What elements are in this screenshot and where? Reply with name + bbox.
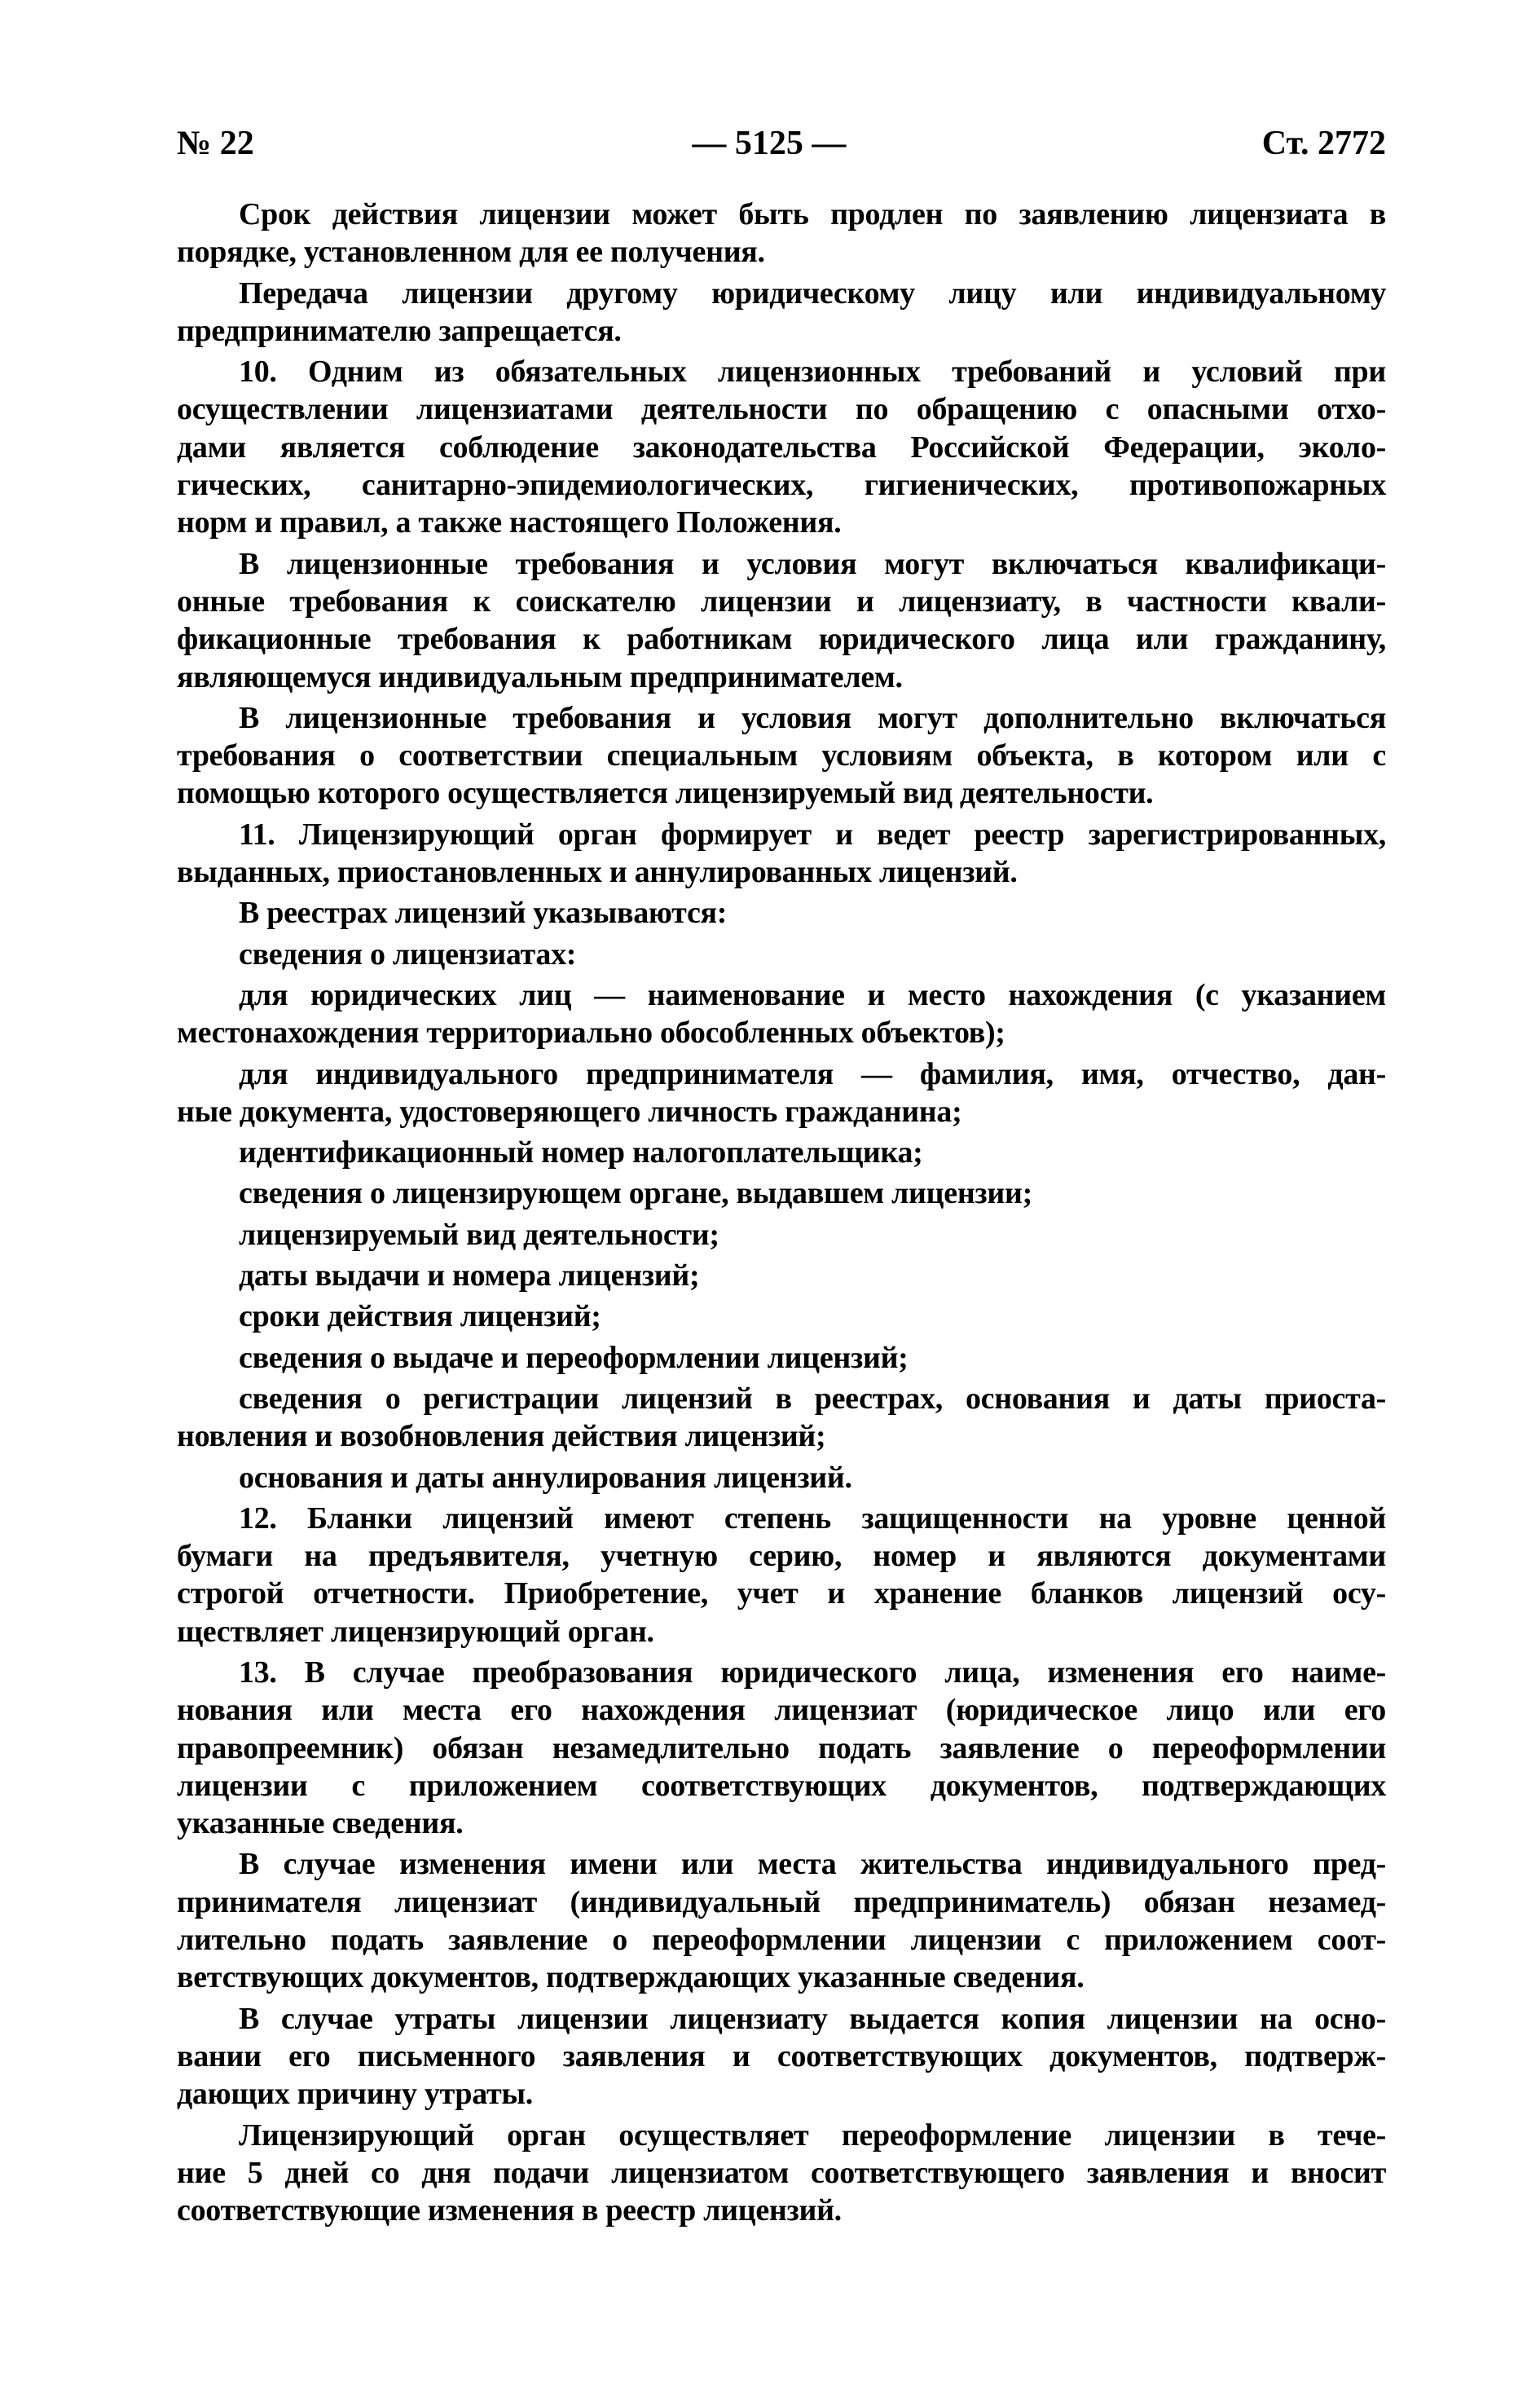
text-line: онные требования к соискателю лицензии и лицензиату, в частности квали- xyxy=(177,584,1386,619)
paragraph xyxy=(177,1134,1386,1171)
text-line: ние 5 дней со дня подачи лицензиатом соответствующего заявления и вносит xyxy=(177,2155,1386,2190)
text-line: сведения о выдаче и переоформлении лицензий; xyxy=(239,1340,909,1375)
text-line: фикационные требования к работникам юридического лица или гражданину, xyxy=(177,622,1386,657)
text-line: даты выдачи и номера лицензий; xyxy=(239,1258,700,1293)
document-body xyxy=(177,196,1386,2232)
article-number: Ст. 2772 xyxy=(1261,125,1386,162)
text-line: для индивидуального предпринимателя — фамилия, имя, отчество, дан- xyxy=(239,1056,1386,1091)
text-line: предпринимателю запрещается. xyxy=(177,313,622,348)
page-header xyxy=(177,124,1386,165)
page-number: — 5125 — xyxy=(692,125,847,162)
paragraph xyxy=(177,353,1386,541)
text-line: соответствующие изменения в реестр лицензий. xyxy=(177,2193,842,2228)
paragraph xyxy=(177,1055,1386,1131)
text-line: ществляет лицензирующий орган. xyxy=(177,1614,654,1649)
text-line: лицензии с приложением соответствующих документов, подтверждающих xyxy=(177,1768,1386,1803)
text-line: 13. В случае преобразования юридического лица, изменения его наиме- xyxy=(239,1655,1386,1690)
paragraph xyxy=(177,196,1386,271)
text-line: Срок действия лицензии может быть продлен по заявлению лицензиата в xyxy=(239,197,1386,231)
paragraph xyxy=(177,1459,1386,1496)
text-line: выданных, приостановленных и аннулированных лицензий. xyxy=(177,855,1018,890)
text-line: В случае изменения имени или места жительства индивидуального пред- xyxy=(239,1847,1386,1882)
text-line: дами является соблюдение законодательства Российской Федерации, эколо- xyxy=(177,430,1386,465)
text-line: Передача лицензии другому юридическому лицу или индивидуальному xyxy=(239,275,1386,311)
paragraph xyxy=(177,2117,1386,2230)
paragraph xyxy=(177,275,1386,350)
text-line: В лицензионные требования и условия могут включаться квалификаци- xyxy=(239,546,1386,581)
text-line: бумаги на предъявителя, учетную серию, номер и являются документами xyxy=(177,1539,1386,1574)
text-line: правопреемник) обязан незамедлительно подать заявление о переоформлении xyxy=(177,1730,1386,1765)
text-line: новления и возобновления действия лицензий; xyxy=(177,1419,826,1454)
issue-number: № 22 xyxy=(177,125,254,162)
text-line: вании его письменного заявления и соответствующих документов, подтверж- xyxy=(177,2038,1386,2073)
text-line: норм и правил, а также настоящего Положения. xyxy=(177,505,842,540)
text-line: являющемуся индивидуальным предпринимателем. xyxy=(177,659,903,694)
text-line: указанные сведения. xyxy=(177,1806,464,1841)
text-line: В лицензионные требования и условия могут дополнительно включаться xyxy=(239,700,1386,735)
paragraph xyxy=(177,1339,1386,1377)
paragraph xyxy=(177,1500,1386,1650)
paragraph xyxy=(177,894,1386,932)
text-line: сведения о лицензирующем органе, выдавшем лицензии; xyxy=(239,1176,1032,1211)
text-line: для юридических лиц — наименование и место нахождения (с указанием xyxy=(239,977,1386,1012)
text-line: 10. Одним из обязательных лицензионных требований и условий при xyxy=(239,355,1386,390)
text-line: основания и даты аннулирования лицензий. xyxy=(239,1460,852,1495)
paragraph xyxy=(177,1380,1386,1456)
text-line: дающих причину утраты. xyxy=(177,2077,533,2112)
paragraph xyxy=(177,1845,1386,1996)
text-line: помощью которого осуществляется лицензируемый вид деятельности. xyxy=(177,776,1154,811)
paragraph xyxy=(177,1216,1386,1254)
text-line: нования или места его нахождения лицензиат (юридическое лицо или его xyxy=(177,1693,1386,1728)
text-line: лительно подать заявление о переоформлении лицензии с приложением соот- xyxy=(177,1923,1386,1958)
text-line: осуществлении лицензиатами деятельности по обращению с опасными отхо- xyxy=(177,392,1386,427)
text-line: идентификационный номер налогоплательщика; xyxy=(239,1135,923,1170)
paragraph xyxy=(177,1654,1386,1842)
paragraph xyxy=(177,976,1386,1052)
paragraph xyxy=(177,1298,1386,1335)
paragraph xyxy=(177,545,1386,696)
text-line: В реестрах лицензий указываются: xyxy=(239,896,728,931)
text-line: сведения о лицензиатах: xyxy=(239,936,577,972)
text-line: В случае утраты лицензии лицензиату выдается копия лицензии на осно- xyxy=(239,2001,1386,2036)
text-line: гических, санитарно-эпидемиологических, гигиенических, противопожарных xyxy=(177,468,1386,503)
text-line: сведения о регистрации лицензий в реестрах, основания и даты приоста- xyxy=(239,1381,1386,1416)
paragraph xyxy=(177,2000,1386,2113)
paragraph xyxy=(177,816,1386,892)
paragraph xyxy=(177,936,1386,973)
text-line: принимателя лицензиат (индивидуальный предприниматель) обязан незамед- xyxy=(177,1884,1386,1919)
text-line: Лицензирующий орган осуществляет переоформление лицензии в тече- xyxy=(239,2117,1386,2153)
text-line: ные документа, удостоверяющего личность гражданина; xyxy=(177,1094,962,1129)
text-line: порядке, установленном для ее получения. xyxy=(177,235,765,270)
paragraph xyxy=(177,1257,1386,1294)
text-line: местонахождения территориально обособленных объектов); xyxy=(177,1016,1005,1051)
text-line: сроки действия лицензий; xyxy=(239,1299,601,1334)
text-line: строгой отчетности. Приобретение, учет и хранение бланков лицензий осу- xyxy=(177,1576,1386,1611)
paragraph xyxy=(177,699,1386,813)
text-line: ветствующих документов, подтверждающих указанные сведения. xyxy=(177,1960,1085,1995)
text-line: лицензируемый вид деятельности; xyxy=(239,1217,719,1252)
text-line: 12. Бланки лицензий имеют степень защищенности на уровне ценной xyxy=(239,1500,1386,1536)
text-line: требования о соответствии специальным условиям объекта, в котором или с xyxy=(177,738,1386,773)
text-line: 11. Лицензирующий орган формирует и ведет реестр зарегистрированных, xyxy=(239,817,1386,852)
paragraph xyxy=(177,1174,1386,1212)
